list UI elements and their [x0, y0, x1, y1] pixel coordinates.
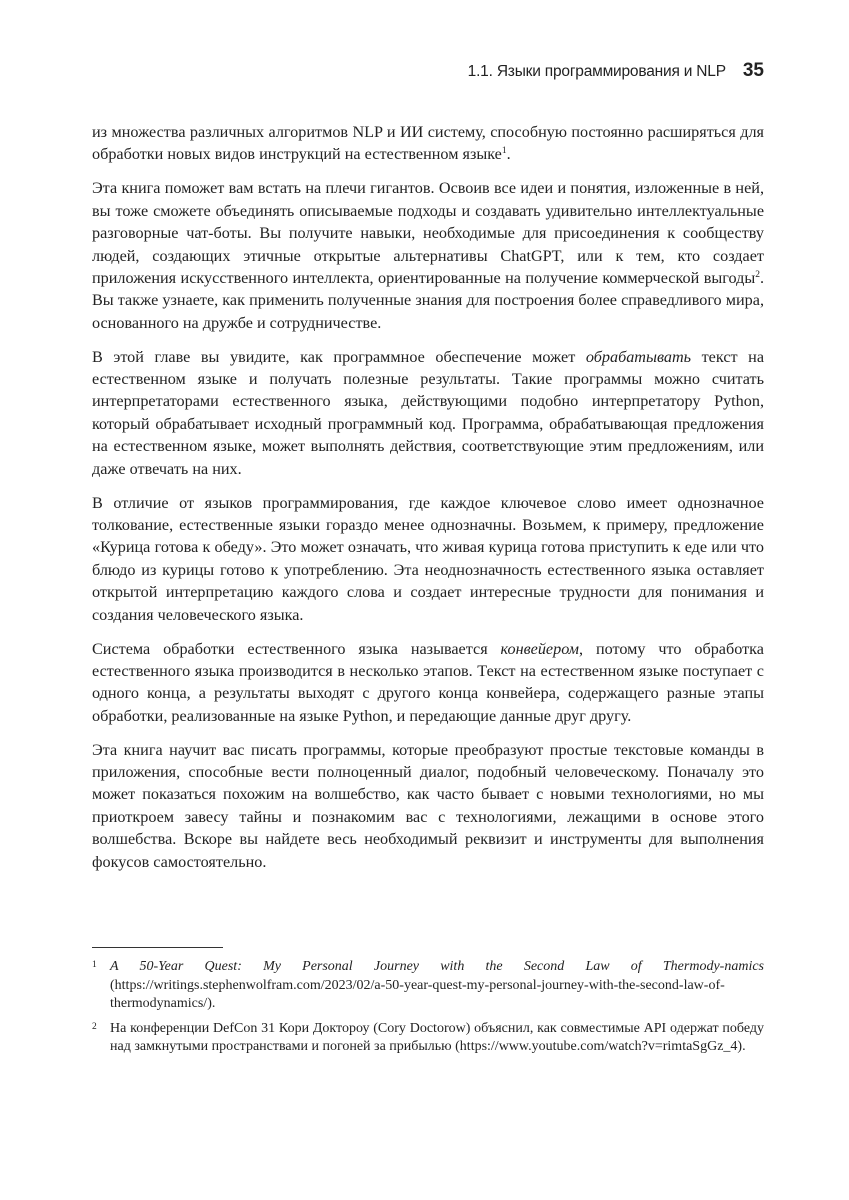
- footnote-1: [92, 958, 764, 1014]
- paragraph-4: В отличие от языков программирования, где каждое ключевое слово имеет однозначное толкование, естественные языки гораздо менее однозначны. Возьмем, к примеру, предложение «Курица готова к обеду». Это может означать, что живая курица готова приступить к еде или что блюдо из курицы готово к употреблению. Эта неоднозначность естественного языка оставляет открытой интерпретацию каждого слова и создает интересные трудности для понимания и создания человеческого языка.: [92, 493, 764, 624]
- paragraph-3-text-b: текст на естественном языке и получать полезные результаты. Такие программы можно считать интерпретаторами естественного языка, действующими подобно интерпретатору Python, который обрабатывает исходный программный код. Программа, обрабатывающая предложения на естественном языке, может выполнять действия, соответствующие этим предложениям, или даже отвечать на них.: [92, 347, 765, 478]
- paragraph-3: [92, 346, 764, 480]
- paragraph-1-end: .: [506, 145, 511, 164]
- paragraph-6: Эта книга научит вас писать программы, которые преобразуют простые текстовые команды в приложения, способные вести полноценный диалог, подобный человеческому. Поначалу это может показаться похожим на волшебство, как часто бывает с новыми технологиями, но мы приоткроем завесу тайны и познакомим вас с технологиями, лежащими в основе этого волшебства. Вскоре вы найдете весь необходимый реквизит и инструменты для выполнения фокусов самостоятельно.: [92, 740, 764, 871]
- footnote-2-body[interactable]: На конференции DefCon 31 Кори Доктороу (Cory Doctorow) объяснил, как совместимые API одержат победу над замкнутыми пространствами и погоней за прибылью (https://www.youtube.com/watch?v=rimtaSgGz_4).: [110, 1020, 764, 1055]
- paragraph-3-text-a: В этой главе вы увидите, как программное обеспечение может: [92, 347, 586, 366]
- paragraph-2-text-b: . Вы также узнаете, как применить полученные знания для построения более справедливого мира, основанного на дружбе и сотрудничестве.: [92, 268, 764, 332]
- footnote-ref-1[interactable]: 1: [501, 146, 507, 157]
- footnote-2: [92, 1020, 764, 1057]
- page-number: 35: [742, 60, 764, 81]
- paragraph-2-text-a: Эта книга поможет вам встать на плечи гигантов. Освоив все идеи и понятия, изложенные в ней, вы тоже сможете объединять описываемые подходы и создавать удивительно интеллектуальные разговорные чат-боты. Вы получите навыки, необходимые для присоединения к сообществу людей, создающих этичные открытые альтернативы ChatGPT, или к тем, кто создает приложения искусственного интеллекта, ориентированные на получение коммерческой выгоды: [92, 179, 764, 287]
- paragraph-5-text-a: Система обработки естественного языка называется: [92, 639, 501, 658]
- footnote-1-title: A 50-Year Quest: My Personal Journey with the Second Law of Thermody-namics: [110, 959, 764, 974]
- paragraph-2: [92, 177, 764, 334]
- paragraph-5-text-b: , потому что обработка естественного языка производится в несколько этапов. Текст на естественном языке поступает с одного конца, а результаты выходят с другого конца конвейера, содержащего разные этапы обработки, реализованные на языке Python, и передающие данные друг другу.: [92, 639, 764, 725]
- footnote-divider: [92, 947, 223, 948]
- paragraph-5-emphasis: конвейером: [500, 639, 580, 658]
- page-header: [92, 60, 764, 88]
- footnotes: [92, 958, 764, 1063]
- paragraph-1-text: из множества различных алгоритмов NLP и ИИ систему, способную постоянно расширяться для обработки новых видов инструкций на естественном языке: [92, 123, 764, 164]
- paragraph-1: [92, 121, 764, 166]
- running-head: 1.1. Языки программирования и NLP: [467, 63, 726, 80]
- footnote-ref-2[interactable]: 2: [755, 269, 760, 280]
- footnote-1-body: [110, 958, 764, 1014]
- footnote-2-mark: 2: [92, 1021, 97, 1032]
- footnote-1-mark: 1: [92, 960, 97, 970]
- paragraph-5: [92, 638, 764, 728]
- paragraph-3-emphasis: обрабатывать: [585, 347, 692, 366]
- body-text: [92, 121, 764, 885]
- footnote-1-link[interactable]: (https://writings.stephenwolfram.com/2023/02/a-50-year-quest-my-personal-journey-with-the-second-law-of-thermodynamics/).: [110, 977, 725, 1012]
